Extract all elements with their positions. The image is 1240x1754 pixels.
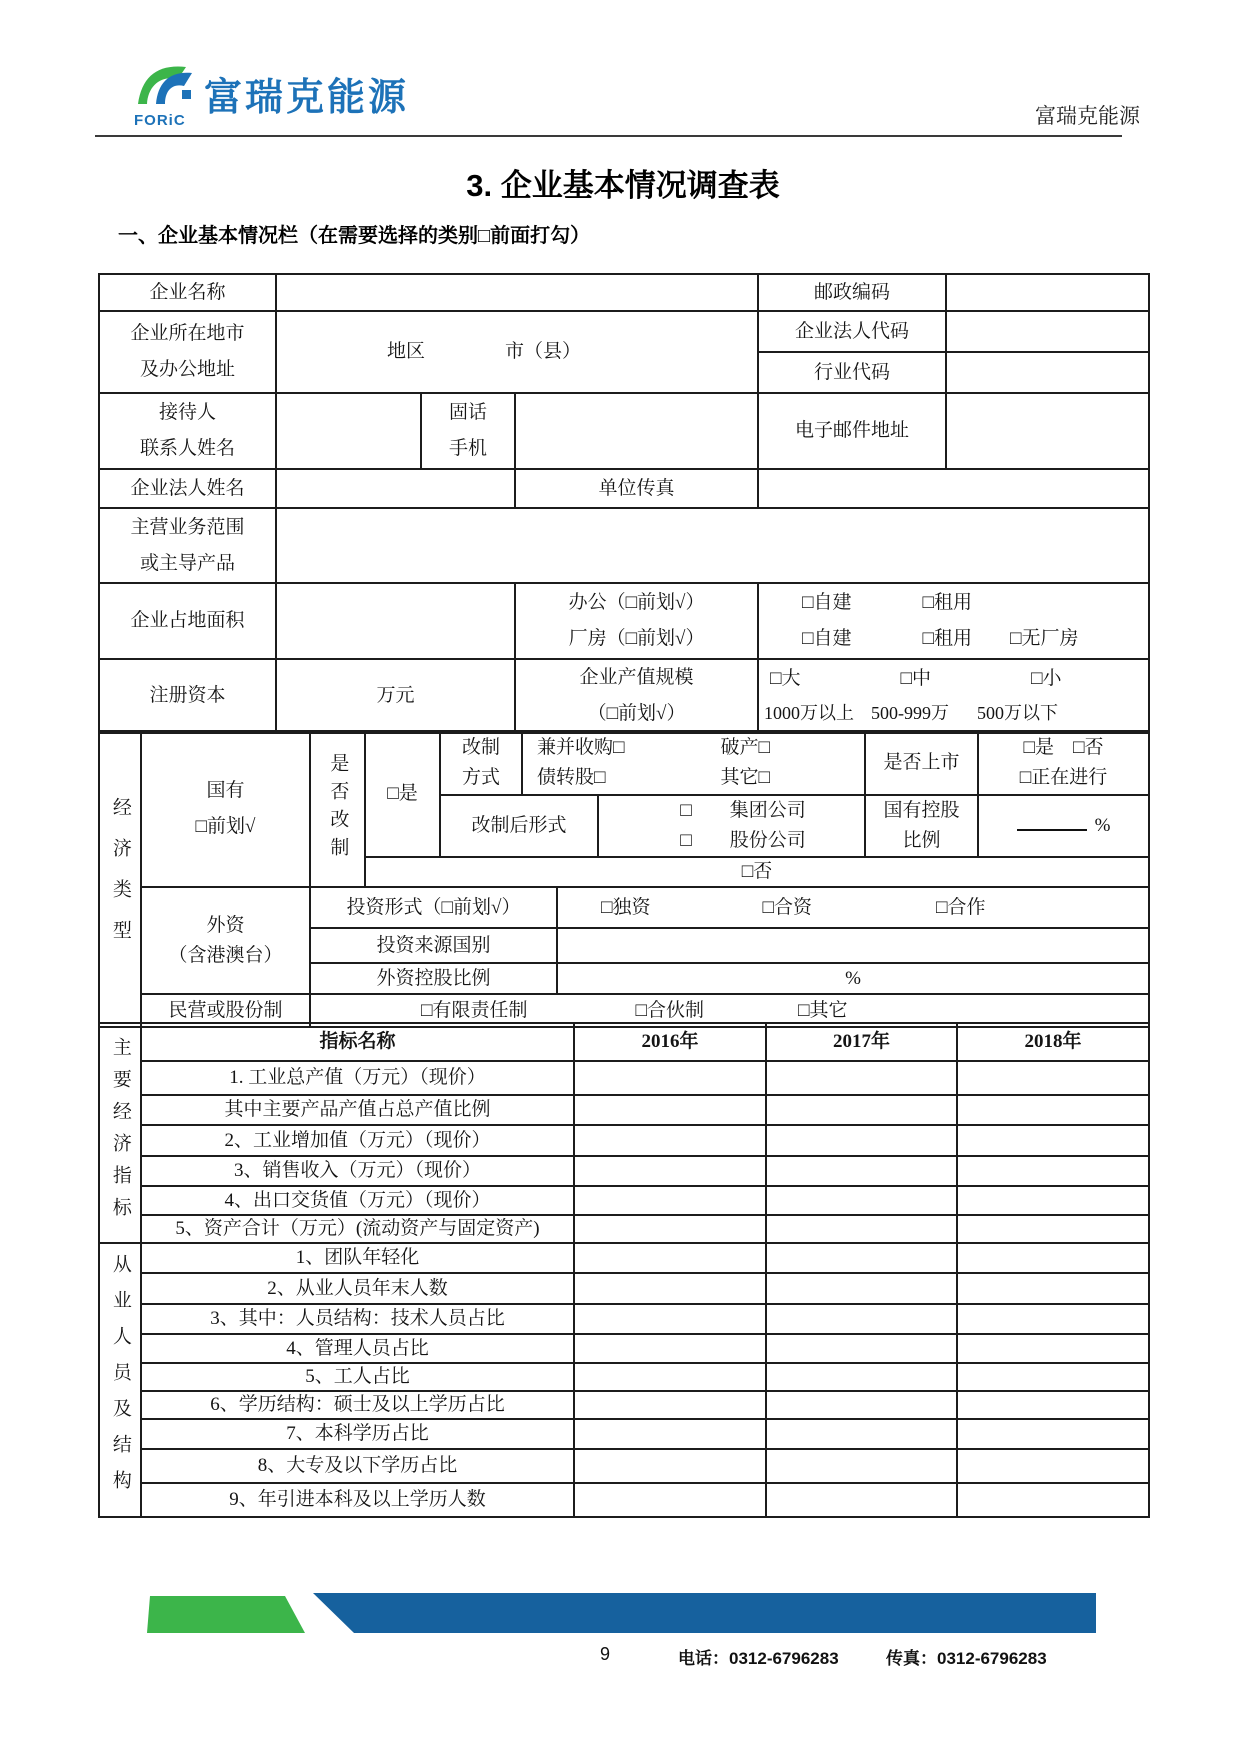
staff-name: 9、年引进本科及以上学历人数 [141,1483,574,1517]
indicator-name: 其中主要产品产值占总产值比例 [141,1095,574,1125]
reform-mode-label: 改制 方式 [440,731,522,795]
indicator-name-header: 指标名称 [141,1023,574,1061]
staff-row [99,1334,1149,1363]
staff-value-2017 [766,1334,957,1363]
staff-value-2017 [766,1391,957,1419]
staff-value-2017 [766,1304,957,1334]
staff-value-2017 [766,1449,957,1483]
staff-value-2018 [957,1304,1149,1334]
basic-info-table [98,273,1150,734]
staff-row [99,1243,1149,1273]
indicator-value-2017 [766,1095,957,1125]
district-label: 地区 [387,341,426,363]
state-owned-label: 国有 □前划√ [141,731,310,887]
phone-labels: 固话 手机 [421,393,515,469]
table-row [99,731,1149,795]
economic-type-vertical-label: 经济类型 [99,731,141,1027]
plant-opt-rent: □租用 [922,628,972,649]
reform-opt-merge: 兼并收购□ [537,737,625,758]
economic-type-table [98,730,1150,1028]
scale-range-small: 500万以下 [977,703,1059,723]
indicator-value-2016 [574,1156,766,1186]
staff-value-2016 [574,1243,766,1273]
indicator-name: 3、销售收入（万元）（现价） [141,1156,574,1186]
indicator-row [99,1125,1149,1156]
indicator-value-2016 [574,1061,766,1095]
staff-name: 5、工人占比 [141,1363,574,1391]
indicator-value-2018 [957,1156,1149,1186]
logo-text-cn: 富瑞克能源 [204,77,410,119]
invest-source-value [557,928,1149,963]
indicator-value-2017 [766,1215,957,1243]
staff-row [99,1391,1149,1419]
capital-label: 注册资本 [99,659,276,733]
table-row [99,311,1149,352]
logo-text-en: FORiC [134,112,186,129]
staff-name: 1、团队年轻化 [141,1243,574,1273]
legal-code-value [946,311,1149,352]
industry-code-value [946,352,1149,393]
staff-value-2017 [766,1483,957,1517]
footer-blue-shape [313,1593,1096,1633]
address-label: 企业所在地市 及办公地址 [99,311,276,393]
email-value [946,393,1149,469]
staff-value-2016 [574,1273,766,1304]
header-rule [95,135,1122,137]
indicator-row [99,1095,1149,1125]
private-opt-other: □其它 [797,999,848,1021]
footer-banner [95,1590,1155,1645]
indicator-name: 2、工业增加值（万元）（现价） [141,1125,574,1156]
year-2017-header: 2017年 [766,1023,957,1061]
listed-label: 是否上市 [865,731,978,795]
post-reform-label: 改制后形式 [440,795,598,857]
staff-value-2016 [574,1419,766,1449]
indicator-value-2018 [957,1215,1149,1243]
address-value [276,311,758,393]
business-scope-label: 主营业务范围 或主导产品 [99,508,276,583]
table-row [99,508,1149,583]
indicator-value-2017 [766,1125,957,1156]
invest-source-label: 投资来源国别 [310,928,557,963]
company-name-label: 企业名称 [99,274,276,311]
office-plant-options [758,583,1149,659]
staff-value-2016 [574,1483,766,1517]
fax-label: 单位传真 [515,469,758,508]
scale-range-medium: 500-999万 [871,703,950,723]
table-row [99,393,1149,469]
staff-value-2018 [957,1243,1149,1273]
scale-opt-medium: □中 [900,668,931,689]
table-row [99,887,1149,928]
indicator-value-2018 [957,1125,1149,1156]
private-opt-partnership: □合伙制 [635,999,704,1021]
year-2018-header: 2018年 [957,1023,1149,1061]
office-plant-label: 办公（□前划√） 厂房（□前划√） [515,583,758,659]
indicator-row [99,1186,1149,1215]
reform-opt-bankrupt: 破产□ [720,737,770,758]
indicators-table [98,1022,1150,1244]
staff-value-2017 [766,1363,957,1391]
fax-value [758,469,1149,508]
indicator-value-2018 [957,1061,1149,1095]
reform-opt-other: 其它□ [720,767,770,788]
section-heading: 一、企业基本情况栏（在需要选择的类别□前面打勾） [118,225,591,247]
postal-code-label: 邮政编码 [758,274,946,311]
staff-vertical-label: 从业人员及结构 [99,1243,141,1517]
indicator-value-2016 [574,1125,766,1156]
staff-value-2018 [957,1449,1149,1483]
private-opt-limited: □有限责任制 [421,999,528,1021]
legal-name-value [276,469,515,508]
indicator-value-2017 [766,1061,957,1095]
reform-no-checkbox: □否 [365,857,1149,887]
state-holding-value: % [978,795,1149,857]
indicator-row [99,1061,1149,1095]
invest-form-options [557,887,1149,928]
indicator-value-2016 [574,1215,766,1243]
industry-code-label: 行业代码 [758,352,946,393]
indicator-row [99,1156,1149,1186]
private-label: 民营或股份制 [141,994,310,1027]
page-number: 9 [599,1644,610,1664]
indicator-value-2016 [574,1095,766,1125]
staff-value-2016 [574,1304,766,1334]
staff-value-2017 [766,1243,957,1273]
business-scope-value [276,508,1149,583]
invest-opt-coop: □合作 [935,896,986,918]
staff-value-2018 [957,1334,1149,1363]
staff-value-2018 [957,1391,1149,1419]
email-label: 电子邮件地址 [758,393,946,469]
staff-value-2016 [574,1363,766,1391]
staff-row [99,1483,1149,1517]
postal-code-value [946,274,1149,311]
listed-options: □是 □否 □正在进行 [978,731,1149,795]
staff-value-2017 [766,1273,957,1304]
area-value [276,583,515,659]
staff-name: 4、管理人员占比 [141,1334,574,1363]
plant-opt-none: □无厂房 [1010,628,1079,649]
staff-value-2016 [574,1334,766,1363]
indicator-name: 4、出口交货值（万元）（现价） [141,1186,574,1215]
post-reform-options: □ 集团公司 □ 股份公司 [598,795,865,857]
invest-opt-sole: □独资 [601,896,651,918]
table-row [99,469,1149,508]
staff-row [99,1419,1149,1449]
table-row [99,659,1149,733]
staff-row [99,1304,1149,1334]
staff-name: 2、从业人员年末人数 [141,1273,574,1304]
contact-value [276,393,421,469]
reform-yes-checkbox: □是 [365,731,440,857]
indicator-name: 1. 工业总产值（万元）（现价） [141,1061,574,1095]
indicator-value-2018 [957,1186,1149,1215]
indicator-value-2018 [957,1095,1149,1125]
capital-value: 万元 [276,659,515,733]
indicators-vertical-label: 主要经济指标 [99,1023,141,1243]
footer-phone: 电话：0312-6796283 [678,1649,839,1668]
staff-value-2016 [574,1449,766,1483]
state-holding-label: 国有控股 比例 [865,795,978,857]
contact-label: 接待人 联系人姓名 [99,393,276,469]
scale-opt-small: □小 [1031,668,1062,689]
staff-name: 3、其中：人员结构：技术人员占比 [141,1304,574,1334]
scale-opt-large: □大 [770,668,801,689]
indicator-value-2017 [766,1186,957,1215]
scale-label: 企业产值规模 （□前划√） [515,659,758,733]
staff-row [99,1363,1149,1391]
footer-green-shape [147,1596,305,1633]
page-title: 3. 企业基本情况调查表 [466,168,780,203]
foreign-holding-value: % [557,963,1149,994]
company-name-value [276,274,758,311]
staff-name: 8、大专及以下学历占比 [141,1449,574,1483]
reform-opt-debt: 债转股□ [537,767,606,788]
staff-name: 6、学历结构：硕士及以上学历占比 [141,1391,574,1419]
indicator-value-2016 [574,1186,766,1215]
year-2016-header: 2016年 [574,1023,766,1061]
foreign-holding-label: 外资控股比例 [310,963,557,994]
table-row [99,583,1149,659]
staff-value-2018 [957,1273,1149,1304]
staff-value-2018 [957,1363,1149,1391]
staff-value-2016 [574,1391,766,1419]
legal-name-label: 企业法人姓名 [99,469,276,508]
table-row [99,1023,1149,1061]
reform-mode-options [522,731,865,795]
city-label: 市（县） [505,341,582,363]
staff-name: 7、本科学历占比 [141,1419,574,1449]
area-label: 企业占地面积 [99,583,276,659]
footer-fax: 传真：0312-6796283 [886,1649,1047,1668]
legal-code-label: 企业法人代码 [758,311,946,352]
blank-underline [1017,829,1087,831]
staff-table [98,1242,1150,1518]
indicator-name: 5、资产合计（万元）(流动资产与固定资产) [141,1215,574,1243]
scale-options [758,659,1149,733]
reform-vertical-label: 是否改制 [310,731,365,887]
phone-value [515,393,758,469]
staff-value-2018 [957,1483,1149,1517]
scale-range-large: 1000万以上 [764,703,855,723]
invest-opt-joint: □合资 [762,896,812,918]
staff-value-2018 [957,1419,1149,1449]
office-opt-self: □自建 [802,592,852,613]
foreign-label: 外资 （含港澳台） [141,887,310,994]
office-opt-rent: □租用 [922,592,972,613]
staff-row [99,1273,1149,1304]
indicator-value-2017 [766,1156,957,1186]
indicator-row [99,1215,1149,1243]
plant-opt-self: □自建 [802,628,852,649]
table-row [99,274,1149,311]
foric-logo-icon [132,58,196,113]
header-right-text: 富瑞克能源 [1035,105,1140,128]
invest-form-label: 投资形式（□前划√） [310,887,557,928]
staff-value-2017 [766,1419,957,1449]
staff-row [99,1449,1149,1483]
